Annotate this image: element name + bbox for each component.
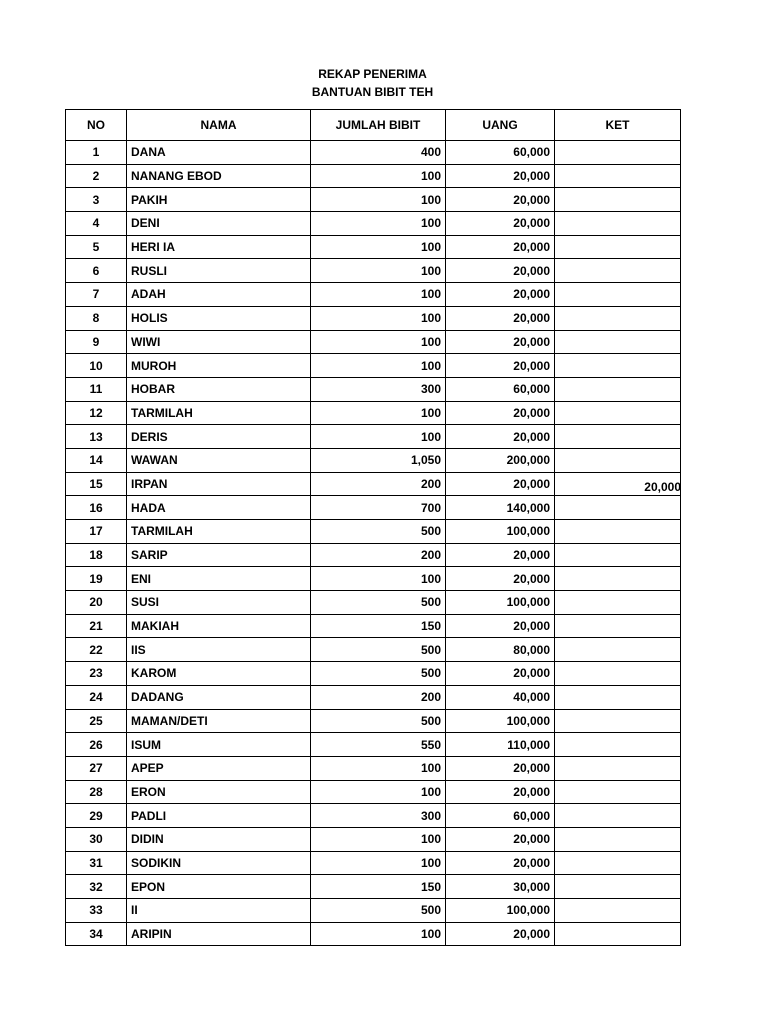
cell-no: 14	[66, 448, 127, 472]
table-row	[66, 899, 681, 923]
cell-no: 28	[66, 780, 127, 804]
cell-ket	[555, 354, 681, 378]
cell-ket	[555, 733, 681, 757]
ket-value: 20,000	[644, 479, 681, 494]
table-row	[66, 283, 681, 307]
cell-jumlah-bibit: 1,050	[311, 448, 446, 472]
table-row	[66, 212, 681, 236]
cell-ket	[555, 330, 681, 354]
cell-ket	[555, 804, 681, 828]
table-row	[66, 638, 681, 662]
cell-ket	[555, 306, 681, 330]
cell-nama: II	[127, 899, 311, 923]
cell-no: 19	[66, 567, 127, 591]
table-row	[66, 259, 681, 283]
table-row	[66, 685, 681, 709]
cell-jumlah-bibit: 100	[311, 330, 446, 354]
cell-jumlah-bibit: 100	[311, 922, 446, 946]
cell-ket	[555, 614, 681, 638]
header-uang: UANG	[446, 110, 555, 141]
cell-no: 6	[66, 259, 127, 283]
cell-ket	[555, 756, 681, 780]
document-subtitle: BANTUAN BIBIT TEH	[311, 85, 434, 99]
table-row	[66, 235, 681, 259]
cell-no: 30	[66, 827, 127, 851]
cell-uang: 110,000	[446, 733, 555, 757]
cell-ket	[555, 425, 681, 449]
cell-uang: 20,000	[446, 259, 555, 283]
cell-ket	[555, 283, 681, 307]
cell-no: 22	[66, 638, 127, 662]
cell-uang: 20,000	[446, 756, 555, 780]
cell-no: 31	[66, 851, 127, 875]
cell-jumlah-bibit: 200	[311, 472, 446, 496]
cell-jumlah-bibit: 100	[311, 354, 446, 378]
table-row	[66, 567, 681, 591]
cell-nama: RUSLI	[127, 259, 311, 283]
cell-nama: IIS	[127, 638, 311, 662]
cell-jumlah-bibit: 550	[311, 733, 446, 757]
cell-nama: HOLIS	[127, 306, 311, 330]
table-row	[66, 875, 681, 899]
table-row	[66, 543, 681, 567]
cell-no: 33	[66, 899, 127, 923]
cell-nama: DADANG	[127, 685, 311, 709]
cell-nama: SARIP	[127, 543, 311, 567]
table-row	[66, 401, 681, 425]
cell-ket	[555, 875, 681, 899]
cell-uang: 100,000	[446, 709, 555, 733]
cell-ket	[555, 591, 681, 615]
cell-uang: 20,000	[446, 235, 555, 259]
cell-no: 32	[66, 875, 127, 899]
cell-ket	[555, 259, 681, 283]
cell-uang: 140,000	[446, 496, 555, 520]
cell-uang: 20,000	[446, 567, 555, 591]
cell-nama: DENI	[127, 212, 311, 236]
cell-uang: 20,000	[446, 827, 555, 851]
cell-ket	[555, 662, 681, 686]
cell-jumlah-bibit: 500	[311, 591, 446, 615]
cell-no: 5	[66, 235, 127, 259]
cell-jumlah-bibit: 100	[311, 306, 446, 330]
cell-no: 2	[66, 164, 127, 188]
table-row	[66, 306, 681, 330]
cell-nama: MAMAN/DETI	[127, 709, 311, 733]
cell-uang: 100,000	[446, 591, 555, 615]
cell-uang: 20,000	[446, 330, 555, 354]
cell-jumlah-bibit: 200	[311, 543, 446, 567]
cell-no: 7	[66, 283, 127, 307]
cell-jumlah-bibit: 700	[311, 496, 446, 520]
cell-nama: ADAH	[127, 283, 311, 307]
cell-no: 25	[66, 709, 127, 733]
cell-ket	[555, 188, 681, 212]
cell-ket	[555, 638, 681, 662]
cell-jumlah-bibit: 100	[311, 283, 446, 307]
cell-nama: ARIPIN	[127, 922, 311, 946]
cell-uang: 20,000	[446, 614, 555, 638]
cell-no: 18	[66, 543, 127, 567]
cell-ket	[555, 827, 681, 851]
cell-nama: PAKIH	[127, 188, 311, 212]
cell-ket	[555, 922, 681, 946]
table-row	[66, 591, 681, 615]
cell-ket	[555, 899, 681, 923]
header-ket: KET	[555, 110, 681, 141]
table-row	[66, 851, 681, 875]
cell-nama: TARMILAH	[127, 401, 311, 425]
cell-uang: 40,000	[446, 685, 555, 709]
cell-nama: DIDIN	[127, 827, 311, 851]
cell-no: 16	[66, 496, 127, 520]
cell-jumlah-bibit: 300	[311, 377, 446, 401]
table-row	[66, 188, 681, 212]
cell-no: 12	[66, 401, 127, 425]
cell-jumlah-bibit: 100	[311, 567, 446, 591]
header-nama: NAMA	[127, 110, 311, 141]
cell-nama: HERI IA	[127, 235, 311, 259]
cell-no: 26	[66, 733, 127, 757]
table-row	[66, 448, 681, 472]
cell-nama: SUSI	[127, 591, 311, 615]
cell-uang: 20,000	[446, 164, 555, 188]
cell-jumlah-bibit: 100	[311, 188, 446, 212]
cell-ket	[555, 709, 681, 733]
cell-ket	[555, 377, 681, 401]
cell-jumlah-bibit: 100	[311, 756, 446, 780]
cell-no: 34	[66, 922, 127, 946]
cell-uang: 20,000	[446, 188, 555, 212]
cell-jumlah-bibit: 100	[311, 851, 446, 875]
cell-jumlah-bibit: 500	[311, 899, 446, 923]
cell-uang: 20,000	[446, 780, 555, 804]
cell-uang: 200,000	[446, 448, 555, 472]
cell-nama: SODIKIN	[127, 851, 311, 875]
cell-uang: 20,000	[446, 401, 555, 425]
cell-ket	[555, 164, 681, 188]
cell-uang: 60,000	[446, 141, 555, 165]
cell-uang: 20,000	[446, 425, 555, 449]
cell-uang: 20,000	[446, 851, 555, 875]
table-row	[66, 614, 681, 638]
cell-no: 9	[66, 330, 127, 354]
cell-no: 11	[66, 377, 127, 401]
cell-nama: NANANG EBOD	[127, 164, 311, 188]
cell-nama: PADLI	[127, 804, 311, 828]
cell-no: 3	[66, 188, 127, 212]
cell-no: 21	[66, 614, 127, 638]
cell-ket	[555, 780, 681, 804]
cell-no: 4	[66, 212, 127, 236]
table-row	[66, 520, 681, 544]
recipient-table	[65, 109, 681, 946]
cell-nama: TARMILAH	[127, 520, 311, 544]
cell-uang: 60,000	[446, 377, 555, 401]
cell-nama: WIWI	[127, 330, 311, 354]
table-row	[66, 780, 681, 804]
cell-jumlah-bibit: 100	[311, 425, 446, 449]
cell-no: 24	[66, 685, 127, 709]
cell-jumlah-bibit: 100	[311, 401, 446, 425]
cell-nama: APEP	[127, 756, 311, 780]
cell-jumlah-bibit: 300	[311, 804, 446, 828]
cell-nama: HADA	[127, 496, 311, 520]
cell-nama: ERON	[127, 780, 311, 804]
cell-no: 27	[66, 756, 127, 780]
table-row	[66, 141, 681, 165]
document-title: REKAP PENERIMA	[318, 67, 427, 81]
cell-nama: ISUM	[127, 733, 311, 757]
cell-ket	[555, 520, 681, 544]
cell-nama: MUROH	[127, 354, 311, 378]
cell-jumlah-bibit: 500	[311, 638, 446, 662]
cell-ket	[555, 851, 681, 875]
cell-nama: HOBAR	[127, 377, 311, 401]
table-row	[66, 164, 681, 188]
table-row	[66, 733, 681, 757]
cell-nama: DANA	[127, 141, 311, 165]
cell-ket	[555, 235, 681, 259]
cell-ket	[555, 448, 681, 472]
cell-nama: KAROM	[127, 662, 311, 686]
cell-uang: 20,000	[446, 283, 555, 307]
cell-no: 8	[66, 306, 127, 330]
cell-jumlah-bibit: 500	[311, 520, 446, 544]
cell-no: 29	[66, 804, 127, 828]
cell-uang: 100,000	[446, 899, 555, 923]
cell-jumlah-bibit: 100	[311, 780, 446, 804]
cell-jumlah-bibit: 100	[311, 259, 446, 283]
cell-jumlah-bibit: 500	[311, 709, 446, 733]
table-row	[66, 827, 681, 851]
cell-nama: WAWAN	[127, 448, 311, 472]
table-row	[66, 425, 681, 449]
cell-uang: 20,000	[446, 922, 555, 946]
cell-no: 1	[66, 141, 127, 165]
cell-no: 20	[66, 591, 127, 615]
cell-no: 23	[66, 662, 127, 686]
cell-jumlah-bibit: 100	[311, 827, 446, 851]
cell-no: 13	[66, 425, 127, 449]
table-row	[66, 922, 681, 946]
cell-ket	[555, 543, 681, 567]
cell-jumlah-bibit: 100	[311, 212, 446, 236]
cell-uang: 20,000	[446, 306, 555, 330]
cell-jumlah-bibit: 400	[311, 141, 446, 165]
cell-jumlah-bibit: 100	[311, 235, 446, 259]
table-row	[66, 377, 681, 401]
table-row	[66, 756, 681, 780]
cell-jumlah-bibit: 150	[311, 614, 446, 638]
table-row	[66, 496, 681, 520]
header-no: NO	[66, 110, 127, 141]
cell-no: 10	[66, 354, 127, 378]
cell-jumlah-bibit: 150	[311, 875, 446, 899]
table-row	[66, 804, 681, 828]
cell-no: 17	[66, 520, 127, 544]
cell-uang: 100,000	[446, 520, 555, 544]
cell-ket	[555, 141, 681, 165]
cell-nama: EPON	[127, 875, 311, 899]
table-header-row	[66, 110, 681, 141]
table-row	[66, 709, 681, 733]
cell-uang: 30,000	[446, 875, 555, 899]
cell-ket	[555, 567, 681, 591]
cell-ket	[555, 685, 681, 709]
cell-uang: 20,000	[446, 662, 555, 686]
cell-nama: ENI	[127, 567, 311, 591]
cell-nama: MAKIAH	[127, 614, 311, 638]
table-row	[66, 662, 681, 686]
table-row	[66, 472, 681, 496]
cell-ket	[555, 496, 681, 520]
table-row	[66, 330, 681, 354]
cell-uang: 80,000	[446, 638, 555, 662]
table-row	[66, 354, 681, 378]
cell-uang: 20,000	[446, 212, 555, 236]
cell-uang: 20,000	[446, 354, 555, 378]
cell-jumlah-bibit: 200	[311, 685, 446, 709]
cell-uang: 20,000	[446, 472, 555, 496]
cell-ket	[555, 212, 681, 236]
cell-nama: DERIS	[127, 425, 311, 449]
cell-no: 15	[66, 472, 127, 496]
cell-jumlah-bibit: 500	[311, 662, 446, 686]
cell-uang: 20,000	[446, 543, 555, 567]
cell-jumlah-bibit: 100	[311, 164, 446, 188]
cell-uang: 60,000	[446, 804, 555, 828]
cell-ket	[555, 401, 681, 425]
header-jumlah-bibit: JUMLAH BIBIT	[311, 110, 446, 141]
cell-nama: IRPAN	[127, 472, 311, 496]
cell-ket	[555, 472, 681, 496]
